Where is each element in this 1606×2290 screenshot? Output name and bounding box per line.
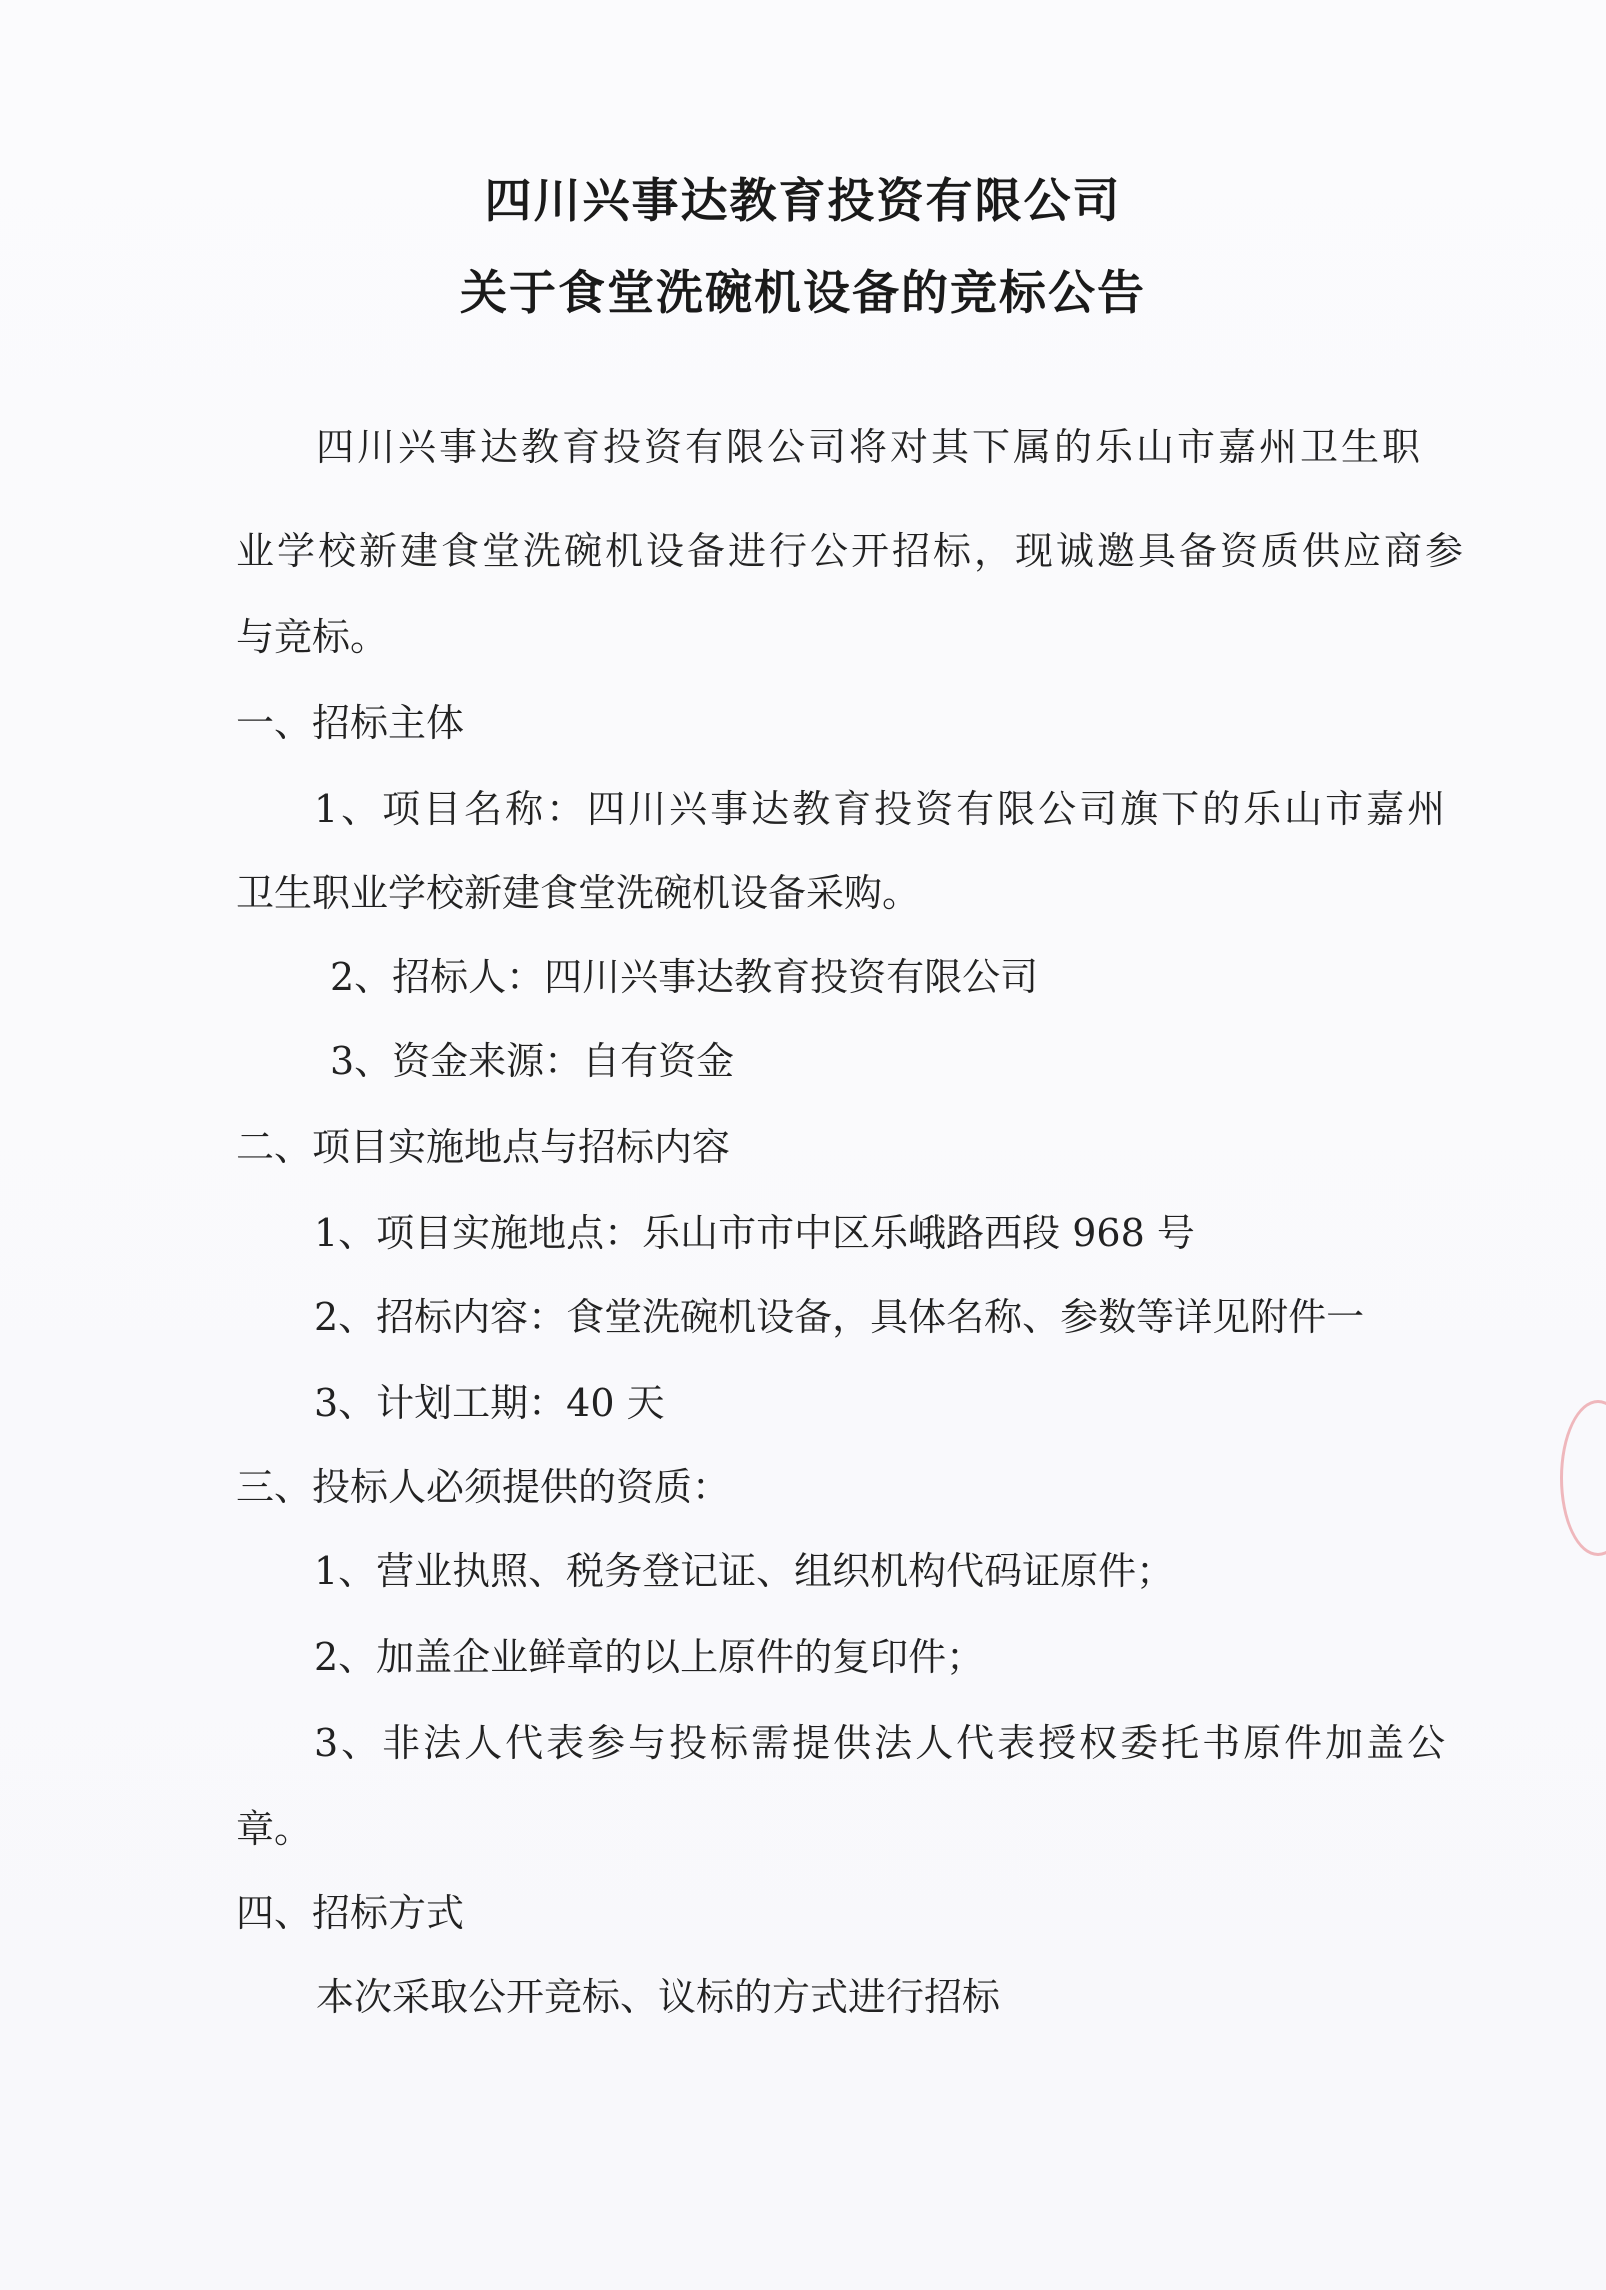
section2-item3: 3、计划工期：40 天 — [314, 1381, 665, 1425]
section2-heading: 二、项目实施地点与招标内容 — [236, 1125, 731, 1169]
section2-item1: 1、项目实施地点：乐山市市中区乐峨路西段 968 号 — [314, 1211, 1195, 1255]
section4-heading: 四、招标方式 — [236, 1891, 465, 1935]
section3-item3-line1: 3、非法人代表参与投标需提供法人代表授权委托书原件加盖公 — [314, 1721, 1449, 1765]
intro-line-3: 与竞标。 — [236, 615, 389, 659]
section1-item2: 2、招标人：四川兴事达教育投资有限公司 — [330, 955, 1039, 999]
section1-item3: 3、资金来源：自有资金 — [330, 1039, 735, 1083]
section1-item1-line2: 卫生职业学校新建食堂洗碗机设备采购。 — [236, 871, 921, 915]
section1-heading: 一、招标主体 — [236, 701, 465, 745]
section1-item1-line1: 1、项目名称：四川兴事达教育投资有限公司旗下的乐山市嘉州 — [314, 787, 1449, 831]
section2-item2: 2、招标内容：食堂洗碗机设备，具体名称、参数等详见附件一 — [314, 1295, 1365, 1339]
section3-item1: 1、营业执照、税务登记证、组织机构代码证原件； — [314, 1549, 1175, 1593]
seal-stamp-fragment — [1560, 1400, 1606, 1556]
intro-line-1: 四川兴事达教育投资有限公司将对其下属的乐山市嘉州卫生职 — [316, 425, 1424, 469]
document-title-subject: 关于食堂洗碗机设备的竞标公告 — [460, 266, 1146, 321]
section3-heading: 三、投标人必须提供的资质： — [236, 1465, 731, 1509]
intro-line-2: 业学校新建食堂洗碗机设备进行公开招标，现诚邀具备资质供应商参 — [236, 529, 1467, 573]
document-title-company: 四川兴事达教育投资有限公司 — [484, 174, 1122, 229]
section3-item2: 2、加盖企业鲜章的以上原件的复印件； — [314, 1635, 985, 1679]
section3-item3-line2: 章。 — [236, 1807, 313, 1851]
section4-body: 本次采取公开竞标、议标的方式进行招标 — [316, 1975, 1001, 2019]
